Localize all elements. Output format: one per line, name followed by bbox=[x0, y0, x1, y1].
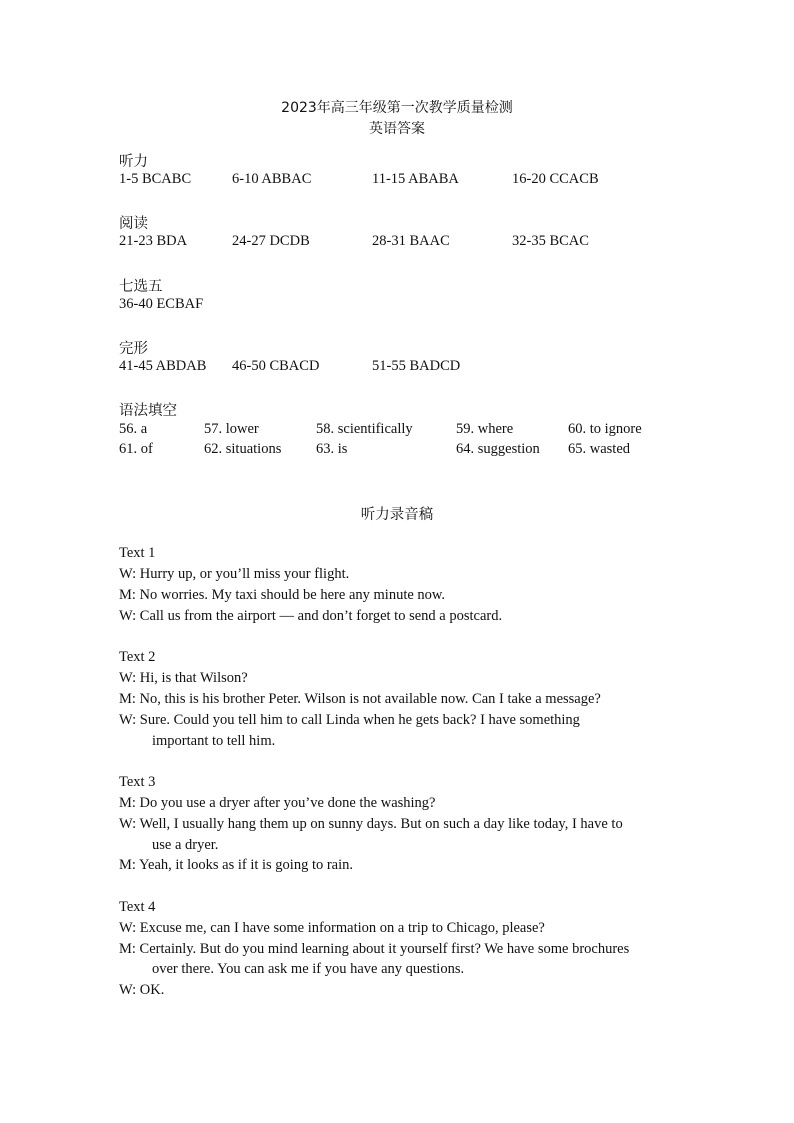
answer-item: 62. situations bbox=[204, 441, 282, 457]
section-heading-reading: 阅读 bbox=[119, 216, 148, 232]
answer-item: 57. lower bbox=[204, 421, 259, 437]
answer-group: 6-10 ABBAC bbox=[232, 171, 312, 187]
transcript-line: M: Yeah, it looks as if it is going to rain. bbox=[119, 857, 354, 873]
transcript-line: M: Do you use a dryer after you’ve done the washing? bbox=[119, 795, 436, 811]
answer-group: 11-15 ABABA bbox=[372, 171, 459, 187]
answer-group: 46-50 CBACD bbox=[232, 358, 320, 374]
section-heading-grammar: 语法填空 bbox=[119, 403, 177, 419]
document-title: 2023年高三年级第一次教学质量检测 bbox=[281, 100, 513, 116]
transcript-line: W: Well, I usually hang them up on sunny days. But on such a day like today, I have to bbox=[119, 816, 623, 832]
section-heading-seven-five: 七选五 bbox=[119, 279, 163, 295]
answer-group: 24-27 DCDB bbox=[232, 233, 310, 249]
transcript-text-label: Text 2 bbox=[119, 649, 156, 665]
answer-item: 64. suggestion bbox=[456, 441, 540, 457]
answer-item: 63. is bbox=[316, 441, 348, 457]
transcript-line: W: OK. bbox=[119, 982, 165, 998]
answer-group: 16-20 CCACB bbox=[512, 171, 599, 187]
transcript-line: M: No worries. My taxi should be here any minute now. bbox=[119, 587, 446, 603]
transcript-text-label: Text 1 bbox=[119, 545, 156, 561]
transcript-line: M: Certainly. But do you mind learning about it yourself first? We have some brochures bbox=[119, 941, 630, 957]
answer-item: 60. to ignore bbox=[568, 421, 642, 437]
transcript-heading: 听力录音稿 bbox=[360, 507, 434, 523]
transcript-line: W: Sure. Could you tell him to call Linda when he gets back? I have something bbox=[119, 712, 580, 728]
section-heading-cloze: 完形 bbox=[119, 341, 148, 357]
answer-group: 36-40 ECBAF bbox=[119, 296, 204, 312]
answer-item: 65. wasted bbox=[568, 441, 631, 457]
transcript-line: M: No, this is his brother Peter. Wilson is not available now. Can I take a message? bbox=[119, 691, 601, 707]
answer-group: 41-45 ABDAB bbox=[119, 358, 207, 374]
section-heading-listening: 听力 bbox=[119, 154, 148, 170]
answer-group: 1-5 BCABC bbox=[119, 171, 192, 187]
answer-item: 59. where bbox=[456, 421, 514, 437]
answer-item: 61. of bbox=[119, 441, 153, 457]
answer-group: 28-31 BAAC bbox=[372, 233, 450, 249]
transcript-line: important to tell him. bbox=[152, 733, 276, 749]
answer-item: 56. a bbox=[119, 421, 148, 437]
transcript-line: over there. You can ask me if you have any questions. bbox=[152, 961, 465, 977]
transcript-line: W: Hurry up, or you’ll miss your flight. bbox=[119, 566, 350, 582]
transcript-line: W: Call us from the airport — and don’t forget to send a postcard. bbox=[119, 608, 503, 624]
transcript-line: W: Excuse me, can I have some information on a trip to Chicago, please? bbox=[119, 920, 545, 936]
answer-group: 21-23 BDA bbox=[119, 233, 188, 249]
answer-group: 32-35 BCAC bbox=[512, 233, 589, 249]
transcript-line: W: Hi, is that Wilson? bbox=[119, 670, 248, 686]
document-subtitle: 英语答案 bbox=[369, 121, 425, 137]
transcript-text-label: Text 3 bbox=[119, 774, 156, 790]
transcript-line: use a dryer. bbox=[152, 837, 219, 853]
answer-group: 51-55 BADCD bbox=[372, 358, 461, 374]
transcript-text-label: Text 4 bbox=[119, 899, 156, 915]
answer-item: 58. scientifically bbox=[316, 421, 413, 437]
